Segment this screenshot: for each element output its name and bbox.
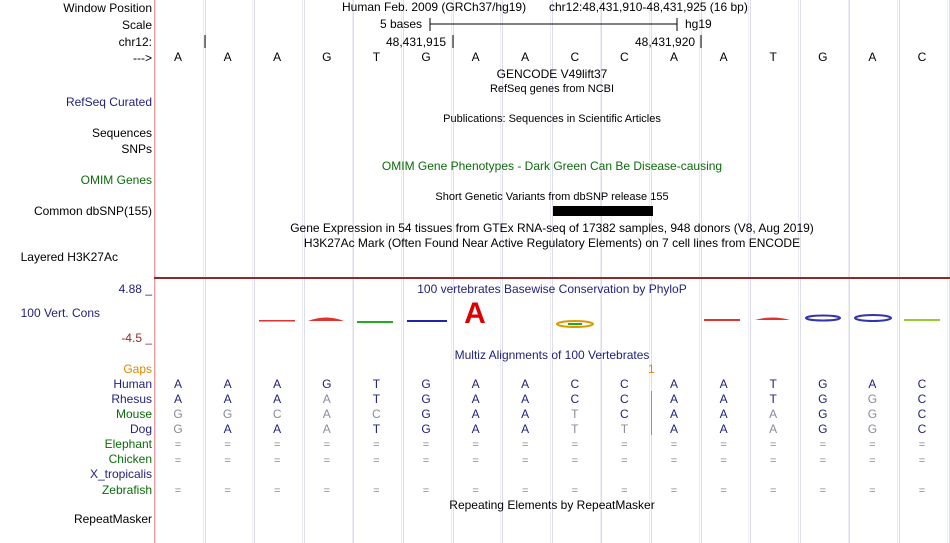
window-position-label: Window Position xyxy=(63,1,152,15)
species-elephant-label: Elephant xyxy=(104,437,152,451)
coord-label-1: 48,431,915 xyxy=(386,35,447,49)
gencode-track-title[interactable]: GENCODE V49lift37 xyxy=(496,67,608,81)
grid-line xyxy=(701,0,702,543)
rhesus-base: T xyxy=(769,392,777,406)
cons-mark xyxy=(704,319,740,321)
alignment-gap-eq: = xyxy=(869,439,876,451)
strand-label: ---> xyxy=(133,51,152,65)
alignment-gap-eq: = xyxy=(819,455,827,467)
base-letter: A xyxy=(471,50,480,64)
base-letter: A xyxy=(719,50,728,64)
rhesus-base: A xyxy=(521,392,530,406)
scale-text: 5 bases xyxy=(380,17,423,31)
chrom-label: chr12: xyxy=(118,35,152,49)
base-letter: A xyxy=(173,50,182,64)
position-text: chr12:48,431,910-48,431,925 (16 bp) xyxy=(549,0,748,14)
dog-base: A xyxy=(273,422,282,436)
mouse-base: G xyxy=(421,407,431,421)
cons-mark xyxy=(855,315,891,321)
human-base: A xyxy=(669,377,678,391)
base-letter: A xyxy=(273,50,282,64)
base-letter: T xyxy=(769,50,777,64)
rhesus-base: A xyxy=(173,392,182,406)
base-letter: G xyxy=(421,50,431,64)
base-letter: G xyxy=(818,50,828,64)
dog-base: A xyxy=(669,422,678,436)
human-base: A xyxy=(521,377,530,391)
alignment-gap-eq: = xyxy=(571,455,579,467)
rhesus-base: A xyxy=(322,392,331,406)
alignment-gap-eq: = xyxy=(769,485,777,497)
grid-line xyxy=(947,0,948,543)
dog-base: T xyxy=(571,422,579,436)
alignment-gap-eq: = xyxy=(819,485,827,497)
mouse-base: A xyxy=(322,407,331,421)
grid-line xyxy=(649,0,650,543)
base-letter: A xyxy=(223,50,232,64)
alignment-gap-eq: = xyxy=(422,485,430,497)
dog-base: G xyxy=(173,422,183,436)
dog-base: G xyxy=(867,422,878,436)
base-letter: C xyxy=(620,50,629,64)
base-letter: C xyxy=(570,50,580,64)
alignment-gap-eq: = xyxy=(323,439,331,451)
omim-track-desc: OMIM Gene Phenotypes - Dark Green Can Be Disease-causing xyxy=(381,159,723,173)
grid-line xyxy=(302,0,303,543)
alignment-gap-eq: = xyxy=(521,455,529,467)
grid-line xyxy=(203,0,204,543)
coord-label-2: 48,431,920 xyxy=(635,35,696,49)
alignment-gap-eq: = xyxy=(670,485,678,497)
cons-mark xyxy=(806,316,840,321)
grid-line xyxy=(353,0,354,543)
sequences-track-label[interactable]: Sequences xyxy=(91,126,152,140)
alignment-gap-eq: = xyxy=(621,455,628,467)
base-letter: G xyxy=(322,50,332,64)
species-dog-label: Dog xyxy=(129,422,152,436)
gaps-label: Gaps xyxy=(123,362,152,376)
dbsnp-track-desc: Short Genetic Variants from dbSNP release 155 xyxy=(435,191,669,203)
dog-base: A xyxy=(719,422,728,436)
human-base: T xyxy=(769,377,777,391)
phylop-track-desc: 100 vertebrates Basewise Conservation by PhyloP xyxy=(417,282,687,296)
rhesus-base: G xyxy=(421,392,431,406)
grid-line xyxy=(800,0,801,543)
dog-base: T xyxy=(620,422,629,436)
mouse-base: A xyxy=(521,407,530,421)
grid-line xyxy=(897,0,898,543)
human-base: A xyxy=(868,377,877,391)
cons-mark xyxy=(755,318,790,321)
alignment-gap-eq: = xyxy=(571,439,579,451)
rhesus-base: T xyxy=(372,392,381,406)
alignment-gap-eq: = xyxy=(174,455,182,467)
scale-label: Scale xyxy=(121,18,152,32)
grid-line xyxy=(849,0,850,543)
cons-min-label: -4.5 _ xyxy=(121,331,152,345)
repeatmasker-track-label[interactable]: RepeatMasker xyxy=(73,512,152,526)
grid-line xyxy=(451,0,452,543)
rhesus-base: A xyxy=(471,392,480,406)
species-rhesus-label: Rhesus xyxy=(111,392,152,406)
grid-line xyxy=(252,0,253,543)
grid-line xyxy=(155,0,156,543)
grid-line xyxy=(254,0,255,543)
snps-track-label[interactable]: SNPs xyxy=(121,142,152,156)
grid-line xyxy=(401,0,402,543)
alignment-gap-eq: = xyxy=(720,485,727,497)
mouse-base: A xyxy=(719,407,728,421)
cons-mark xyxy=(308,318,344,322)
alignment-gap-eq: = xyxy=(323,485,331,497)
phylop-conservation-plot xyxy=(0,296,950,336)
gap-count-marker: 1 xyxy=(648,362,655,376)
refseq-track-desc: RefSeq genes from NCBI xyxy=(489,83,615,95)
alignment-gap-eq: = xyxy=(373,455,380,467)
dog-base: A xyxy=(769,422,778,436)
grid-line xyxy=(949,0,950,543)
alignment-gap-eq: = xyxy=(422,455,430,467)
alignment-gap-eq: = xyxy=(273,439,281,451)
h3k27ac-track-label[interactable]: Layered H3K27Ac xyxy=(20,250,118,264)
human-base: G xyxy=(421,377,431,391)
mouse-base: T xyxy=(571,407,579,421)
rhesus-base: C xyxy=(620,392,629,406)
human-base: G xyxy=(818,377,828,391)
alignment-gap-eq: = xyxy=(273,485,281,497)
alignment-gap-eq: = xyxy=(174,485,182,497)
alignment-gap-eq: = xyxy=(769,455,777,467)
human-base: G xyxy=(322,377,332,391)
base-letter: T xyxy=(372,50,381,64)
track-group-divider xyxy=(154,277,950,279)
cons-track-label[interactable]: 100 Vert. Cons xyxy=(20,306,100,320)
species-chicken-label: Chicken xyxy=(108,452,152,466)
gap-insertion-line xyxy=(651,391,652,435)
alignment-gap-eq: = xyxy=(621,485,628,497)
human-base: T xyxy=(372,377,381,391)
h3k27ac-track-desc: H3K27Ac Mark (Often Found Near Active Regulatory Elements) on 7 cell lines from ENCODE xyxy=(303,236,801,250)
assembly-text: Human Feb. 2009 (GRCh37/hg19) xyxy=(342,0,527,14)
rhesus-base: A xyxy=(669,392,678,406)
dog-base: C xyxy=(917,422,927,436)
dbsnp-variant-bar[interactable] xyxy=(553,206,653,216)
cons-mark xyxy=(407,320,447,322)
base-letter: A xyxy=(669,50,678,64)
alignment-gap-eq: = xyxy=(769,439,777,451)
cons-mark-a: A xyxy=(464,297,486,330)
alignment-gap-eq: = xyxy=(918,485,926,497)
alignment-gap-eq: = xyxy=(720,455,727,467)
grid-line xyxy=(403,0,404,543)
grid-line xyxy=(899,0,900,543)
alignment-gap-eq: = xyxy=(224,439,231,451)
human-base: A xyxy=(273,377,282,391)
mouse-base: G xyxy=(818,407,828,421)
multiz-track-desc: Multiz Alignments of 100 Vertebrates xyxy=(454,348,650,362)
mouse-base: C xyxy=(620,407,629,421)
alignment-gap-eq: = xyxy=(918,455,926,467)
species-xtropicalis-label: X_tropicalis xyxy=(89,467,152,481)
human-base: A xyxy=(471,377,480,391)
cons-mark xyxy=(904,319,940,321)
alignment-gap-eq: = xyxy=(670,439,678,451)
refseq-track-label[interactable]: RefSeq Curated xyxy=(65,95,152,109)
rhesus-base: G xyxy=(818,392,828,406)
species-mouse-label: Mouse xyxy=(115,407,152,421)
repeatmasker-track-desc: Repeating Elements by RepeatMasker xyxy=(449,498,655,512)
dog-base: A xyxy=(322,422,331,436)
base-letter: A xyxy=(521,50,530,64)
alignment-gap-eq: = xyxy=(273,455,281,467)
mouse-base: G xyxy=(173,407,183,421)
alignment-gap-eq: = xyxy=(521,485,529,497)
species-human-label: Human xyxy=(113,377,152,391)
cons-max-label: 4.88 _ xyxy=(118,282,152,296)
alignment-gap-eq: = xyxy=(174,439,182,451)
alignment-gap-eq: = xyxy=(373,485,380,497)
species-zebrafish-label: Zebrafish xyxy=(101,483,152,497)
alignment-gap-eq: = xyxy=(472,439,479,451)
rhesus-base: A xyxy=(273,392,282,406)
rhesus-base: C xyxy=(917,392,927,406)
grid-line xyxy=(699,0,700,543)
human-base: C xyxy=(917,377,927,391)
grid-line xyxy=(848,0,849,543)
gtex-track-desc: Gene Expression in 54 tissues from GTEx RNA-seq of 17382 samples, 948 donors (V8, Aug 2019) xyxy=(290,221,814,235)
rhesus-base: C xyxy=(570,392,580,406)
mouse-base: A xyxy=(769,407,778,421)
alignment-gap-eq: = xyxy=(323,455,331,467)
rhesus-base: A xyxy=(223,392,232,406)
base-letter: C xyxy=(917,50,927,64)
cons-mark xyxy=(259,320,295,322)
mouse-base: A xyxy=(471,407,480,421)
grid-line xyxy=(352,0,353,543)
dog-base: T xyxy=(372,422,381,436)
dog-base: G xyxy=(421,422,431,436)
mouse-base: A xyxy=(669,407,678,421)
grid-line xyxy=(205,0,206,543)
alignment-gap-eq: = xyxy=(224,485,231,497)
mouse-base: G xyxy=(222,407,233,421)
alignment-gap-eq: = xyxy=(819,439,827,451)
mouse-base: C xyxy=(372,407,381,421)
grid-line xyxy=(748,0,749,543)
grid-line xyxy=(750,0,751,543)
human-base: C xyxy=(620,377,629,391)
dog-base: A xyxy=(223,422,232,436)
mouse-base: G xyxy=(867,407,878,421)
alignment-gap-eq: = xyxy=(918,439,926,451)
mouse-base: C xyxy=(272,407,282,421)
rhesus-base: G xyxy=(867,392,878,406)
human-base: A xyxy=(223,377,232,391)
dbsnp-track-label[interactable]: Common dbSNP(155) xyxy=(33,204,152,218)
human-base: A xyxy=(173,377,182,391)
grid-line xyxy=(651,0,652,543)
scale-db-text: hg19 xyxy=(685,17,712,31)
alignment-gap-eq: = xyxy=(869,485,876,497)
human-base: A xyxy=(719,377,728,391)
alignment-gap-eq: = xyxy=(869,455,876,467)
publications-track-desc: Publications: Sequences in Scientific Articles xyxy=(443,113,661,125)
alignment-gap-eq: = xyxy=(521,439,529,451)
alignment-gap-eq: = xyxy=(670,455,678,467)
mouse-base: C xyxy=(917,407,927,421)
grid-line xyxy=(304,0,305,543)
alignment-gap-eq: = xyxy=(472,485,479,497)
dog-base: A xyxy=(471,422,480,436)
cons-mark xyxy=(357,321,393,323)
alignment-gap-eq: = xyxy=(472,455,479,467)
dog-base: A xyxy=(521,422,530,436)
alignment-gap-eq: = xyxy=(422,439,430,451)
base-letter: A xyxy=(868,50,877,64)
omim-track-label[interactable]: OMIM Genes xyxy=(80,173,152,187)
alignment-gap-eq: = xyxy=(720,439,727,451)
alignment-gap-eq: = xyxy=(571,485,579,497)
human-base: C xyxy=(570,377,580,391)
grid-line xyxy=(453,0,454,543)
alignment-gap-eq: = xyxy=(621,439,628,451)
cons-mark xyxy=(568,323,582,325)
dog-base: G xyxy=(818,422,828,436)
rhesus-base: A xyxy=(719,392,728,406)
grid-line xyxy=(798,0,799,543)
alignment-gap-eq: = xyxy=(373,439,380,451)
alignment-gap-eq: = xyxy=(224,455,231,467)
label-divider xyxy=(154,0,155,543)
